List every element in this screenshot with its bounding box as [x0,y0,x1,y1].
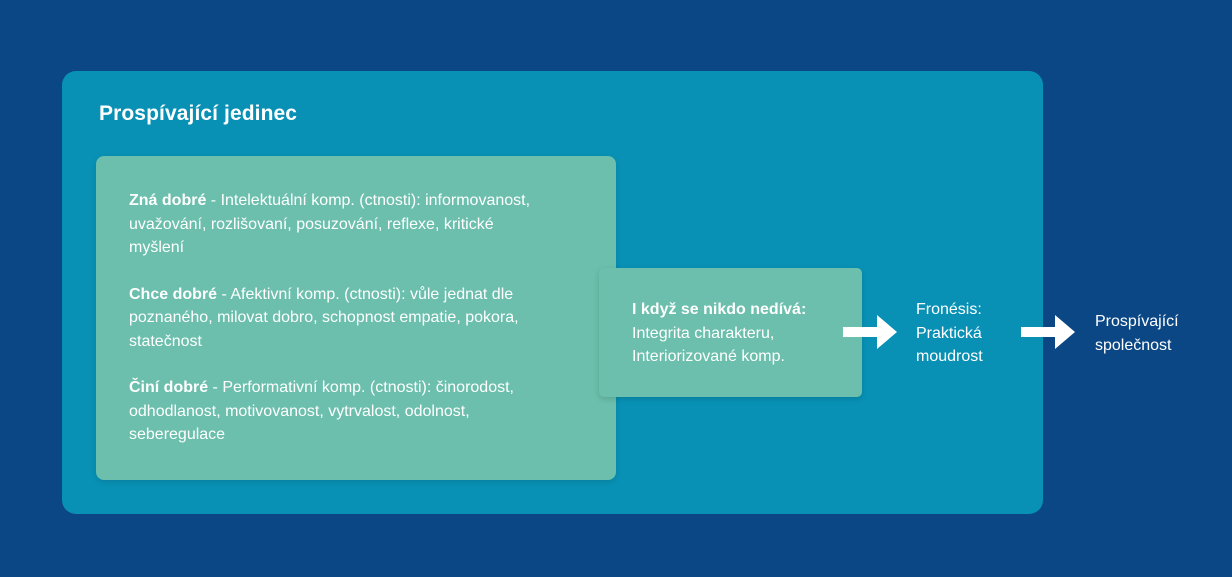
competence-text: - Performativní komp. (ctnosti): činorodost, [208,379,514,396]
society-line: Prospívající [1095,313,1179,330]
competence-wants-good [129,283,591,354]
competence-does-good [129,376,591,447]
competence-text: myšlení [129,239,185,256]
integrity-box [599,268,862,397]
competence-text: odhodlanost, motivovanost, vytrvalost, odolnost, [129,402,470,420]
competence-text: statečnost [129,332,202,350]
integrity-title: I když se nikdo nedívá: [632,301,807,318]
integrity-line: Integrita charakteru, [632,324,775,342]
competence-first-line [129,376,591,400]
competence-text: - Afektivní komp. (ctnosti): vůle jednat dle [217,285,514,303]
competence-label: Činí dobré [129,379,209,396]
fronesis-line: Praktická [916,324,982,342]
arrow-right-icon [1021,315,1075,349]
competences-box [96,156,616,480]
competence-knows-good [129,189,591,260]
society-line: společnost [1095,336,1172,354]
fronesis-line: Fronésis: [916,301,982,318]
fronesis-label [916,298,983,369]
competence-text: uvažování, rozlišovaní, posuzování, reflexe, kritické [129,215,494,233]
competence-first-line [129,189,591,213]
panel-title: Prospívající jedinec [99,102,298,125]
competence-label: Chce dobré [129,285,218,303]
integrity-line: Interiorizované komp. [632,348,785,365]
integrity-content [632,298,852,369]
flourishing-society-label [1095,310,1179,357]
fronesis-line: moudrost [916,348,983,365]
competence-label: Zná dobré [129,192,207,209]
competences-list [129,189,591,447]
competence-text: poznaného, milovat dobro, schopnost empatie, pokora, [129,309,519,326]
arrow-right-icon [843,315,897,349]
competence-first-line [129,283,591,307]
competence-text: - Intelektuální komp. (ctnosti): informovanost, [206,192,531,209]
competence-text: seberegulace [129,426,226,443]
